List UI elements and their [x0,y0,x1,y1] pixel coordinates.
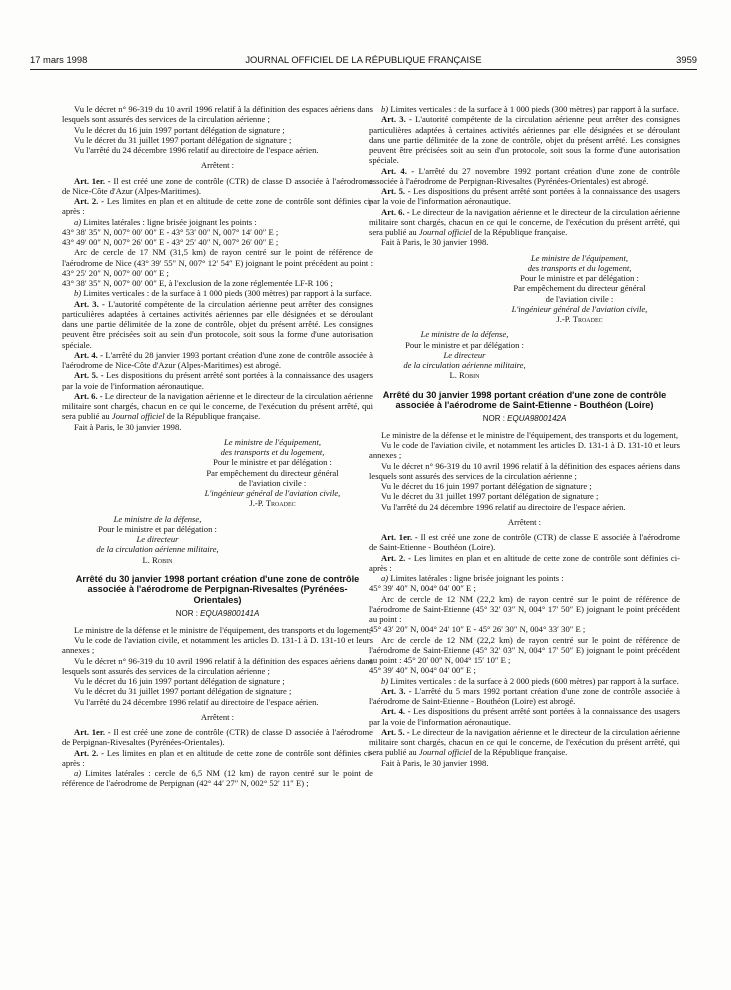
signature-line: de l'aviation civile : [238,477,307,488]
article-3 [62,299,373,350]
article-label: Art. 3. - [74,298,105,309]
article-2 [369,553,680,574]
right-column [369,104,680,768]
signature-line: de la circulation aérienne militaire, [96,544,219,555]
signature-line: Pour le ministre et par délégation : [520,273,639,283]
article-text: Le directeur de la navigation aérienne et le directeur de la circulation aérienne militaire sont chargés, chacun en ce qui le concerne, de l'exécution du présent arrêté, qui sera publié au [62,390,373,422]
visa: Vu l'arrêté du 24 décembre 1996 relatif au directoire de l'espace aérien. [74,145,319,155]
article-label: Art. 1er. - [74,727,111,738]
signature-line: Pour le ministre et par délégation : [405,339,524,350]
article-2b [62,288,373,298]
article-text: Les limites en plan et en altitude de cette zone de contrôle sont définies ci-après : [369,552,680,573]
article-label: Art. 4. - [381,706,411,717]
journal-officiel: Journal officiel [418,747,472,758]
nor-reference [62,609,373,619]
article-label: Art. 2. - [381,552,412,563]
article-text: Les limites en plan et en altitude de cette zone de contrôle sont définies ci-après : [62,747,373,768]
nor-label: NOR : [175,608,198,618]
visa: Vu le décret n° 96-319 du 10 avril 1996 relatif à la définition des espaces aériens dans lesquels sont assurés des services de la circulation aérienne ; [62,104,373,125]
item-text: Limites latérales : cercle de 6,5 NM (12 km) de rayon centré sur le point de référence de l'aérodrome de Perpignan (42° 44′ 27″ N, 002° 52′ 11″ E) ; [62,768,373,789]
nor-code: EQUA9800141A [200,608,260,618]
visa: Vu l'arrêté du 24 décembre 1996 relatif au directoire de l'espace aérien. [381,501,626,512]
item-label: a) [381,573,389,584]
article-3 [369,114,680,165]
signatory-name: J.-P. Troadec [249,498,296,509]
item-text: Limites verticales : de la surface à 2 000 pieds (600 mètres) par rapport à la surface. [390,675,679,686]
signature-line: Le directeur [443,349,486,360]
header-journal-title: JOURNAL OFFICIEL DE LA RÉPUBLIQUE FRANÇAISE [245,54,482,65]
article-1 [62,727,373,748]
coordinates: 43° 49′ 00″ N, 007° 26′ 00″ E - 43° 25′ 40″ N, 007° 26′ 00″ E ; [62,237,279,247]
article-text: Il est créé une zone de contrôle (CTR) de classe E associée à l'aérodrome de Saint-Etienne - Bouthéon (Loire). [369,532,680,553]
visa: Vu le code de l'aviation civile, et notamment les articles D. 131-1 à D. 131-10 et leurs annexes ; [62,635,373,656]
article-text: Le directeur de la navigation aérienne et le directeur de la circulation aérienne militaire sont chargés, chacun en ce qui le concerne, de l'exécution du présent arrêté, qui sera publié au [369,206,680,237]
article-text: Les dispositions du présent arrêté sont portées à la connaissance des usagers par la voie de l'information aéronautique. [369,706,681,727]
article-text: L'arrêté du 28 janvier 1993 portant création d'une zone de contrôle associée à l'aérodrome de Nice-Côte d'Azur (Alpes-Maritimes) est abrogé. [62,349,373,370]
visa: Vu le décret du 31 juillet 1997 portant délégation de signature ; [74,134,292,145]
article-text: Les limites en plan et en altitude de cette zone de contrôle sont définies ci-après : [62,196,373,217]
article-2a [62,768,373,789]
signature-line: Le directeur [136,534,179,544]
nor-label: NOR : [482,413,505,423]
article-4 [62,350,373,371]
coordinates: 45° 39′ 40″ N, 004° 04′ 00″ E ; [369,665,476,676]
article-text: Le directeur de la navigation aérienne et le directeur de la circulation aérienne militaire sont chargés, chacun en ce qui le concerne, de l'exécution du présent arrêté, qui sera publié au [369,726,680,758]
signature-line: Le ministre de l'équipement, [224,436,321,447]
signature-line: Pour le ministre et par délégation : [213,457,332,468]
signatory-name: L. Robin [449,370,480,381]
fait-a-paris: Fait à Paris, le 30 janvier 1998. [74,421,182,432]
signature-line: des transports et du logement, [220,447,325,457]
fait-a-paris: Fait à Paris, le 30 janvier 1998. [381,757,489,768]
signature-line: des transports et du logement, [527,262,632,273]
article-label: Art. 4. - [381,165,415,176]
coordinates: 43° 38′ 35″ N, 007° 00′ 00″ E, à l'exclusion de la zone réglementée LF-R 106 ; [62,278,333,288]
article-label: Art. 3. - [381,685,412,696]
coordinates: Arc de cercle de 12 NM (22,2 km) de rayon centré sur le point de référence de l'aérodrome de Saint-Etienne (45° 32′ 03″ N, 004° 17′ 50″ E) joignant le point précédent au point : [369,593,680,625]
visa: Vu le décret du 16 juin 1997 portant délégation de signature ; [74,676,285,687]
nor-code: EQUA9800142A [507,413,567,423]
article-2b [369,104,680,114]
article-label: Art. 4. - [74,349,103,360]
article-text: L'autorité compétente de la circulation aérienne peut arrêter des consignes particulières adaptées à certaines activités aériennes par elle désignées et se déroulant dans une partie délimitée de la zone de contrôle, objet du présent arrêté. Les consignes peuvent être précisées soit au sein d'un protocole, soit sous la forme d'une autorisation spéciale. [62,298,373,350]
visa: Vu le décret du 16 juin 1997 portant délégation de signature ; [74,124,285,135]
article-text: de la République française. [166,411,261,422]
signature-line: Par empêchement du directeur général [513,283,646,294]
fait-a-paris: Fait à Paris, le 30 janvier 1998. [381,237,489,248]
nor-reference [369,414,680,424]
signatory-name: L. Robin [142,554,173,565]
item-text: Limites latérales : ligne brisée joignant les points : [83,216,257,227]
visa: Vu l'arrêté du 24 décembre 1996 relatif au directoire de l'espace aérien. [74,696,319,707]
arretent: Arrêtent : [507,516,542,527]
coordinates: 45° 43′ 20″ N, 004° 24′ 10″ E - 45° 26′ 30″ N, 004° 33′ 30″ E ; [369,624,586,635]
signature-line: L'ingénieur général de l'aviation civile, [511,303,648,314]
visa: Vu le décret du 31 juillet 1997 portant délégation de signature ; [381,491,599,502]
preamble: Le ministre de la défense et le ministre de l'équipement, des transports et du logement, [381,429,678,440]
visa: Vu le décret n° 96-319 du 10 avril 1996 relatif à la définition des espaces aériens dans lesquels sont assurés des services de la circulation aérienne ; [369,460,680,481]
article-6 [369,207,680,238]
coordinates: 43° 38′ 35″ N, 007° 00′ 00″ E - 43° 53′ 00″ N, 007° 14′ 00″ E ; [62,226,279,237]
coordinates: Arc de cercle de 17 NM (31,5 km) de rayon centré sur le point de référence de l'aérodrome de Nice (43° 39′ 55″ N, 007° 12′ 54″ E) joignant le point précédent au point : 43° 25′ 20″ N, 007° 00′ 00″ E ; [62,247,373,278]
article-4 [369,166,680,187]
article-1 [369,532,680,553]
signature-line: Le ministre de la défense, [113,513,202,524]
article-2b [369,676,680,686]
signature-line: Par empêchement du directeur général [206,467,339,478]
signature-line: Pour le ministre et par délégation : [98,523,217,534]
journal-officiel: Journal officiel [111,411,165,422]
signature-line: de l'aviation civile : [545,293,614,304]
item-label: b) [381,675,389,686]
article-2 [62,196,373,217]
article-text: L'autorité compétente de la circulation aérienne peut arrêter des consignes particulières adaptées à certaines activités aériennes par elle désignées et se déroulant dans une partie délimitée de la zone de contrôle, objet du présent arrêté. Les consignes peuvent être précisées soit au sein d'un protocole, soit sous la forme d'une autorisation spéciale. [369,114,680,166]
preamble: Le ministre de la défense et le ministre de l'équipement, des transports et du logement, [74,624,371,635]
article-5 [369,727,680,758]
arretent: Arrêtent : [200,711,235,722]
page-header [30,54,697,68]
article-label: Art. 2. - [74,747,105,758]
signature-line: Le ministre de la défense, [420,329,509,340]
item-label: b) [381,104,389,114]
item-label: b) [74,288,82,299]
header-page-number: 3959 [676,54,697,65]
article-label: Art. 6. - [74,390,103,401]
decree-title: Arrêté du 30 janvier 1998 portant création d'une zone de contrôle associée à l'aérodrome de Saint-Etienne - Bouthéon (Loire) [382,389,667,411]
article-text: Les dispositions du présent arrêté sont portées à la connaissance des usagers par la voie de l'information aéronautique. [369,186,681,207]
article-text: L'arrêté du 5 mars 1992 portant création d'une zone de contrôle associée à l'aérodrome de Saint-Etienne - Bouthéon (Loire) est abrogé. [369,685,680,707]
article-6 [62,391,373,422]
visa: Vu le code de l'aviation civile, et notamment les articles D. 131-1 à D. 131-10 et leurs annexes ; [369,440,680,461]
header-date: 17 mars 1998 [30,54,88,65]
arretent: Arrêtent : [200,160,235,171]
decree-title: Arrêté du 30 janvier 1998 portant création d'une zone de contrôle associée à l'aérodrome de Perpignan-Rivesaltes (Pyrénées-Orientales) [75,573,360,605]
article-text: Il est créé une zone de contrôle (CTR) de classe D associée à l'aérodrome de Perpignan-Rivesaltes (Pyrénées-Orientales). [62,727,373,748]
visa: Vu le décret du 31 juillet 1997 portant délégation de signature ; [74,686,292,697]
item-label: a) [74,768,82,779]
article-label: Art. 5. - [381,726,410,737]
coordinates: Arc de cercle de 12 NM (22,2 km) de rayon centré sur le point de référence de l'aérodrome de Saint-Etienne (45° 32′ 03″ N, 004° 17′ 50″ E) joignant le point précédent au point : 45° 20′ 00″ N, 004° 15′ 10″ E ; [369,634,680,666]
article-text: Les dispositions du présent arrêté sont portées à la connaissance des usagers par la voie de l'information aéronautique. [62,370,374,391]
article-label: Art. 1er. - [74,175,111,186]
article-label: Art. 2. - [74,196,105,206]
article-text: de la République française. [473,747,568,758]
left-column [62,104,373,789]
article-text: de la République française. [473,227,568,237]
article-label: Art. 6. - [381,206,410,217]
signature-line: L'ingénieur général de l'aviation civile, [204,488,341,498]
article-4 [369,706,680,727]
coordinates: 45° 39′ 40″ N, 004° 04′ 00″ E ; [369,583,476,594]
article-text: Il est créé une zone de contrôle (CTR) de classe D associée à l'aérodrome de Nice-Côte d'Azur (Alpes-Maritimes). [62,175,373,196]
visa: Vu le décret du 16 juin 1997 portant délégation de signature ; [381,481,592,492]
article-1 [62,176,373,197]
article-5 [369,186,680,207]
article-label: Art. 3. - [381,114,412,125]
journal-officiel: Journal officiel [418,227,472,237]
article-5 [62,370,373,391]
article-2 [62,748,373,769]
header-rule [30,69,697,70]
article-label: Art. 5. - [74,370,104,381]
visa: Vu le décret n° 96-319 du 10 avril 1996 relatif à la définition des espaces aériens dans lesquels sont assurés des services de la circulation aérienne ; [62,655,373,676]
item-text: Limites verticales : de la surface à 1 000 pieds (300 mètres) par rapport à la surface. [83,288,372,299]
signature-line: de la circulation aérienne militaire, [403,360,526,370]
signatory-name: J.-P. Troadec [556,314,603,324]
signature-line: Le ministre de l'équipement, [531,252,628,263]
item-label: a) [74,216,82,227]
article-text: L'arrêté du 27 novembre 1992 portant création d'une zone de contrôle associée à l'aérodrome de Perpignan-Rivesaltes (Pyrénées-Orientales) est abrogé. [369,165,680,186]
article-2a [369,573,680,583]
item-text: Limites latérales : ligne brisée joignant les points : [390,573,564,584]
article-label: Art. 5. - [381,186,411,196]
item-text: Limites verticales : de la surface à 1 000 pieds (300 mètres) par rapport à la surface. [390,104,679,114]
article-3 [369,686,680,707]
article-label: Art. 1er. - [381,532,418,543]
article-2a [62,217,373,227]
